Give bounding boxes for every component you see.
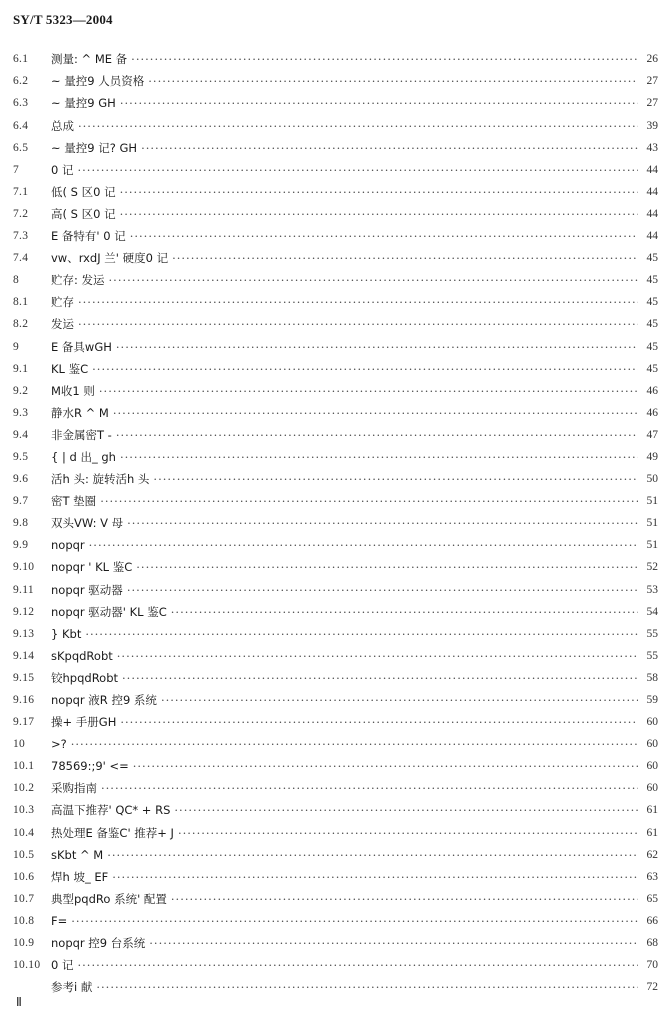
toc-entry-title: 操+ 手册GH: [51, 715, 117, 730]
toc-entry: [13, 623, 658, 645]
toc-entry-page: 27: [646, 75, 658, 88]
dot-leader: [77, 165, 638, 177]
toc-entry: [13, 977, 658, 999]
toc-entry: [13, 380, 658, 402]
toc-entry-number: 9.14: [13, 649, 35, 662]
toc-entry-title: 热处理E 备鉴C' 推荐+ J: [51, 825, 174, 840]
toc-entry: [13, 690, 658, 712]
dot-leader: [120, 209, 638, 221]
toc-entry: [13, 469, 658, 491]
toc-entry: [13, 248, 658, 270]
dot-leader: [109, 275, 638, 287]
dot-leader: [120, 452, 638, 464]
toc-entry-title: 0 记: [51, 162, 74, 177]
toc-entry-number: 9.12: [13, 605, 35, 618]
toc-entry-page: 68: [646, 937, 658, 950]
toc-entry-page: 63: [646, 870, 658, 883]
toc-entry-title: 总成: [51, 118, 74, 133]
toc-entry-page: 60: [646, 760, 658, 773]
dot-leader: [174, 805, 638, 817]
toc-entry-page: 43: [646, 141, 658, 154]
toc-entry-title: 参考i 献: [51, 980, 93, 995]
toc-entry-title: 低( S 区0 记: [51, 184, 116, 199]
toc-entry: [13, 336, 658, 358]
toc-entry-title: 采购指南: [51, 781, 97, 796]
toc-entry-title: ~ 量控9 人员资格: [51, 74, 145, 89]
toc-entry-number: 9.2: [13, 384, 29, 397]
toc-entry-number: 6.3: [13, 97, 29, 110]
toc-entry-number: 8: [13, 274, 20, 287]
dot-leader: [120, 187, 638, 199]
toc-entry-number: 10.10: [13, 959, 41, 972]
toc-entry-number: 7.3: [13, 230, 29, 243]
toc-entry: [13, 314, 658, 336]
toc-entry-number: 10.3: [13, 804, 35, 817]
toc-entry: [13, 204, 658, 226]
toc-entry-number: 9.3: [13, 406, 29, 419]
dot-leader: [112, 872, 638, 884]
dot-leader: [127, 585, 638, 597]
toc-entry-page: 45: [646, 274, 658, 287]
dot-leader: [141, 143, 638, 155]
toc-entry-number: 7.1: [13, 185, 29, 198]
dot-leader: [78, 297, 638, 309]
toc-entry-number: 10: [13, 738, 26, 751]
toc-entry-title: 活h 头: 旋转活h 头: [51, 472, 150, 487]
toc-entry-page: 44: [646, 230, 658, 243]
toc-entry-number: 9.7: [13, 495, 29, 508]
toc-entry-page: 61: [646, 826, 658, 839]
toc-entry-number: 8.1: [13, 296, 29, 309]
toc-entry-page: 60: [646, 782, 658, 795]
toc-entry-number: 9.6: [13, 473, 29, 486]
toc-entry-number: 9: [13, 340, 20, 353]
toc-entry: [13, 292, 658, 314]
dot-leader: [120, 717, 638, 729]
toc-entry-title: 双头VW: V 母: [51, 516, 124, 531]
dot-leader: [107, 850, 638, 862]
toc-entry: [13, 182, 658, 204]
dot-leader: [116, 342, 638, 354]
toc-entry-title: ~ 量控9 记? GH: [51, 140, 138, 155]
toc-entry-number: 9.11: [13, 583, 34, 596]
toc-entry-number: 9.9: [13, 539, 29, 552]
toc-entry-page: 55: [646, 649, 658, 662]
dot-leader: [116, 430, 638, 442]
toc-entry-page: 53: [646, 583, 658, 596]
toc-entry-page: 27: [646, 97, 658, 110]
dot-leader: [171, 894, 638, 906]
toc-entry-title: >?: [51, 737, 67, 752]
toc-entry-title: 密T 垫圈: [51, 494, 97, 509]
toc-entry-page: 45: [646, 252, 658, 265]
toc-entry: [13, 734, 658, 756]
toc-entry-page: 58: [646, 671, 658, 684]
toc-entry-title: 测量: ^ ME 备: [51, 52, 128, 67]
toc-entry-page: 39: [646, 119, 658, 132]
dot-leader: [153, 474, 638, 486]
dot-leader: [127, 518, 638, 530]
toc-entry-page: 44: [646, 185, 658, 198]
dot-leader: [131, 54, 638, 66]
toc-entry-title: 78569:;9' <=: [51, 759, 129, 774]
dot-leader: [133, 761, 638, 773]
toc-entry-title: 0 记: [51, 958, 74, 973]
toc-entry: [13, 756, 658, 778]
toc-entry: [13, 425, 658, 447]
toc-entry: [13, 579, 658, 601]
dot-leader: [101, 783, 638, 795]
toc-entry-title: 非金属密T -: [51, 427, 112, 442]
toc-entry-title: nopqr 液R 控9 系统: [51, 693, 157, 708]
toc-entry-title: 贮存: 发运: [51, 273, 105, 288]
toc-entry: [13, 955, 658, 977]
toc-entry-title: nopqr 驱动器: [51, 582, 123, 597]
toc-entry-title: F=: [51, 913, 68, 928]
dot-leader: [99, 386, 638, 398]
toc-entry: [13, 447, 658, 469]
toc-entry-number: 10.8: [13, 914, 35, 927]
toc-entry-number: 9.17: [13, 716, 35, 729]
toc-entry-page: 47: [646, 428, 658, 441]
dot-leader: [117, 651, 638, 663]
toc-entry: [13, 226, 658, 248]
toc-entry-page: 62: [646, 848, 658, 861]
toc-entry-page: 60: [646, 716, 658, 729]
toc-entry: [13, 844, 658, 866]
toc-entry-number: 10.2: [13, 782, 35, 795]
toc-entry-number: 9.10: [13, 561, 35, 574]
toc-entry: [13, 712, 658, 734]
toc-entry-number: 10.1: [13, 760, 35, 773]
toc-entry-page: 70: [646, 959, 658, 972]
toc-entry-title: 静水R ^ M: [51, 405, 109, 420]
toc-entry: [13, 933, 658, 955]
toc-entry-number: 10.5: [13, 848, 35, 861]
toc-entry-page: 65: [646, 892, 658, 905]
dot-leader: [78, 319, 638, 331]
toc-entry: [13, 358, 658, 380]
toc-entry-title: 高( S 区0 记: [51, 206, 116, 221]
dot-leader: [71, 916, 638, 928]
toc-entry-number: 10.9: [13, 937, 35, 950]
toc-entry: [13, 800, 658, 822]
toc-entry-title: ~ 量控9 GH: [51, 96, 116, 111]
toc-entry: [13, 49, 658, 71]
toc-entry-page: 61: [646, 804, 658, 817]
toc-entry-title: { | d 出_ gh: [51, 449, 116, 464]
dot-leader: [100, 496, 638, 508]
toc-entry: [13, 601, 658, 623]
table-of-contents: [13, 49, 658, 999]
toc-entry-page: 46: [646, 406, 658, 419]
toc-entry: [13, 866, 658, 888]
dot-leader: [148, 76, 638, 88]
toc-entry-page: 44: [646, 163, 658, 176]
toc-entry-number: 10.7: [13, 892, 35, 905]
toc-entry: [13, 889, 658, 911]
toc-entry-page: 59: [646, 694, 658, 707]
toc-entry-page: 54: [646, 605, 658, 618]
toc-entry-title: } Kbt: [51, 626, 82, 641]
dot-leader: [172, 253, 638, 265]
toc-entry: [13, 822, 658, 844]
toc-entry-page: 51: [646, 539, 658, 552]
dot-leader: [130, 231, 638, 243]
toc-entry-number: 9.15: [13, 671, 35, 684]
toc-entry-number: 9.8: [13, 517, 29, 530]
toc-entry-page: 26: [646, 53, 658, 66]
toc-entry-title: KL 鉴C: [51, 361, 89, 376]
toc-entry-number: 10.6: [13, 870, 35, 883]
toc-entry: [13, 513, 658, 535]
toc-entry: [13, 115, 658, 137]
toc-entry-page: 51: [646, 495, 658, 508]
toc-entry: [13, 403, 658, 425]
toc-entry-number: 9.5: [13, 450, 29, 463]
dot-leader: [120, 98, 638, 110]
dot-leader: [77, 960, 638, 972]
toc-entry-number: 6.1: [13, 53, 29, 66]
toc-entry-number: 7.4: [13, 252, 29, 265]
toc-entry-number: 9.4: [13, 428, 29, 441]
toc-entry-title: 发运: [51, 317, 74, 332]
toc-entry: [13, 778, 658, 800]
toc-entry-page: 49: [646, 450, 658, 463]
page-number: Ⅱ: [16, 995, 22, 1009]
toc-entry-number: 7.2: [13, 207, 29, 220]
toc-entry-title: sKpqdRobt: [51, 648, 113, 663]
toc-entry-title: vw、rxdJ 兰' 硬度0 记: [51, 251, 169, 266]
toc-entry-page: 55: [646, 627, 658, 640]
toc-entry-title: 高温下推荐' QC* + RS: [51, 803, 171, 818]
toc-entry: [13, 93, 658, 115]
dot-leader: [85, 629, 638, 641]
toc-entry-number: 6.5: [13, 141, 29, 154]
dot-leader: [78, 121, 638, 133]
toc-entry-page: 72: [646, 981, 658, 994]
dot-leader: [113, 408, 638, 420]
dot-leader: [92, 364, 638, 376]
toc-entry-title: E 备特有' 0 记: [51, 229, 126, 244]
toc-entry-number: 8.2: [13, 318, 29, 331]
toc-entry-page: 45: [646, 296, 658, 309]
dot-leader: [122, 673, 638, 685]
toc-entry-page: 52: [646, 561, 658, 574]
toc-entry-title: 贮存: [51, 295, 74, 310]
toc-entry: [13, 557, 658, 579]
dot-leader: [71, 739, 638, 751]
toc-entry: [13, 159, 658, 181]
dot-leader: [149, 938, 638, 950]
dot-leader: [89, 540, 638, 552]
dot-leader: [178, 828, 638, 840]
toc-entry: [13, 668, 658, 690]
toc-entry-page: 46: [646, 384, 658, 397]
toc-entry: [13, 270, 658, 292]
toc-entry-page: 45: [646, 362, 658, 375]
toc-entry-number: 9.1: [13, 362, 29, 375]
dot-leader: [171, 607, 638, 619]
toc-entry-number: 9.13: [13, 627, 35, 640]
toc-entry-number: 6.4: [13, 119, 29, 132]
toc-entry-number: 10.4: [13, 826, 35, 839]
toc-entry-title: nopqr 控9 台系统: [51, 936, 146, 951]
toc-entry-page: 44: [646, 207, 658, 220]
toc-entry-title: nopqr 驱动器' KL 鉴C: [51, 604, 167, 619]
toc-entry-page: 66: [646, 914, 658, 927]
toc-entry-title: nopqr: [51, 538, 85, 553]
dot-leader: [96, 982, 638, 994]
standard-code-header: SY/T 5323—2004: [13, 12, 113, 27]
toc-entry: [13, 491, 658, 513]
toc-entry-page: 60: [646, 738, 658, 751]
dot-leader: [136, 562, 638, 574]
toc-entry: [13, 535, 658, 557]
toc-entry-title: 铰hpqdRobt: [51, 670, 119, 685]
toc-entry: [13, 646, 658, 668]
toc-entry-page: 50: [646, 473, 658, 486]
toc-entry-title: 焊h 坡_ EF: [51, 869, 109, 884]
toc-entry-number: 7: [13, 163, 20, 176]
toc-entry-title: E 备具wGH: [51, 339, 112, 354]
toc-entry-number: 6.2: [13, 75, 29, 88]
toc-entry-title: nopqr ' KL 鉴C: [51, 560, 133, 575]
toc-entry: [13, 911, 658, 933]
toc-entry-title: sKbt ^ M: [51, 847, 104, 862]
dot-leader: [161, 695, 638, 707]
toc-entry-number: 9.16: [13, 694, 35, 707]
toc-entry-page: 45: [646, 340, 658, 353]
toc-entry-title: 典型pqdRo 系统' 配置: [51, 891, 167, 906]
toc-entry-page: 51: [646, 517, 658, 530]
toc-entry-page: 45: [646, 318, 658, 331]
toc-entry: [13, 71, 658, 93]
toc-entry-title: M收1 则: [51, 383, 95, 398]
toc-entry: [13, 137, 658, 159]
